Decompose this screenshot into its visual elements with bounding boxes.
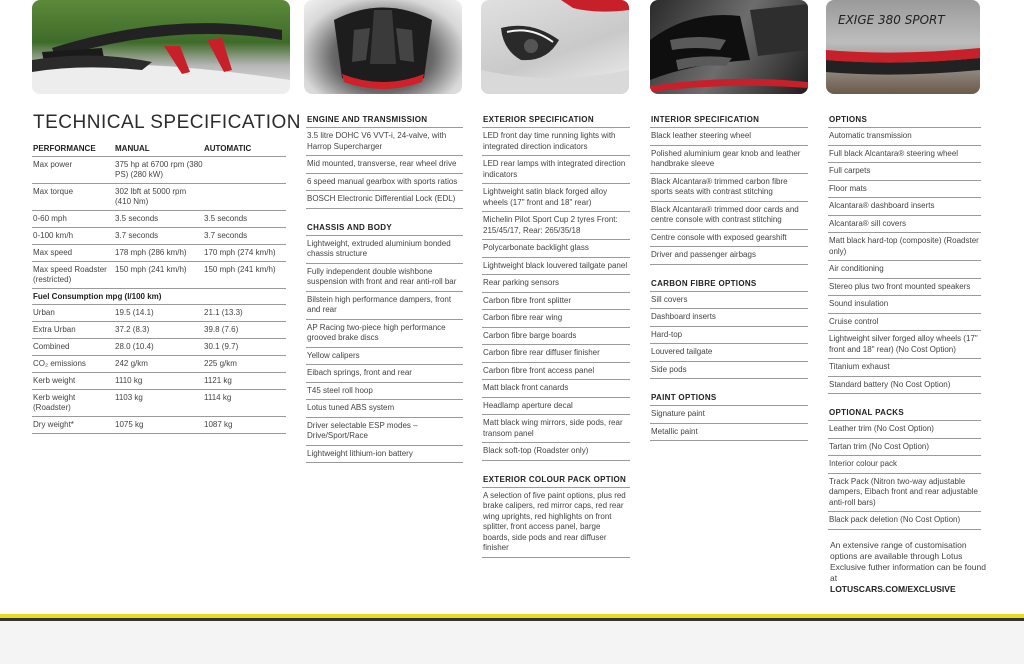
spec-item: Signature paint [650,406,808,424]
spec-item: Lightweight silver forged alloy wheels (17" front and 18" rear) (No Cost Option) [828,331,981,359]
performance-row [32,228,286,245]
spec-item: Carbon fibre rear wing [482,310,630,328]
rear-badge-photo [826,0,980,94]
fuel-row [32,305,286,322]
row-label: 0-100 km/h [33,231,74,240]
spec-item: Mid mounted, transverse, rear wheel drive [306,156,463,174]
section-title-exterior-specification: EXTERIOR SPECIFICATION [482,114,630,128]
performance-header [32,142,286,157]
spec-item: Matt black front canards [482,380,630,398]
spec-item: Fully independent double wishbone suspension with front and rear anti-roll bar [306,264,463,292]
fuel-row [32,356,286,373]
row-manual-value: 37.2 (8.3) [115,325,150,334]
spec-item: Carbon fibre front splitter [482,293,630,311]
exclusive-note [830,540,995,595]
spec-item: Matt black wing mirrors, side pods, rear transom panel [482,415,630,443]
row-label: Max torque [33,187,74,196]
row-label: CO₂ emissions [33,359,86,368]
spec-item: Track Pack (Nitron two-way adjustable dampers, Eibach front and rear adjustable anti-roll bars) [828,474,981,513]
spec-item: Automatic transmission [828,128,981,146]
row-manual-value: 3.7 seconds [115,231,159,240]
row-manual-value: 1103 kg [115,393,143,402]
spec-column-3 [650,114,808,441]
row-automatic-value [204,160,285,180]
section-spacer [650,265,808,278]
spec-item: Lightweight black louvered tailgate panel [482,258,630,276]
section-title-carbon-fibre-options: CARBON FIBRE OPTIONS [650,278,808,292]
row-automatic-value: 1121 kg [204,376,232,385]
spec-item: Black soft-top (Roadster only) [482,443,630,461]
spec-item: Polycarbonate backlight glass [482,240,630,258]
spec-item: Sound insulation [828,296,981,314]
row-label: Urban [33,308,55,317]
spec-item: Carbon fibre barge boards [482,328,630,346]
header-manual: MANUAL [115,144,150,153]
section-title-chassis-and-body: CHASSIS AND BODY [306,222,463,236]
section-title-optional-packs: OPTIONAL PACKS [828,407,981,421]
page-title: TECHNICAL SPECIFICATION [33,112,302,133]
spec-item: Carbon fibre rear diffuser finisher [482,345,630,363]
spec-item: Lightweight satin black forged alloy wheels (17" front and 18" rear) [482,184,630,212]
row-manual-value: 1110 kg [115,376,143,385]
row-label: Max speed Roadster (restricted) [33,265,107,284]
section-spacer [306,209,463,222]
spec-item: Louvered tailgate [650,344,808,362]
spec-item: Bilstein high performance dampers, front and rear [306,292,463,320]
row-label: Max speed [33,248,73,257]
spec-item: Michelin Pilot Sport Cup 2 tyres Front: 215/45/17, Rear: 265/35/18 [482,212,630,240]
spec-item: Leather trim (No Cost Option) [828,421,981,439]
section-spacer [650,379,808,392]
spec-item: Black Alcantara® trimmed door cards and centre console with contrast stitching [650,202,808,230]
spec-item: Driver and passenger airbags [650,247,808,265]
spec-item: Carbon fibre front access panel [482,363,630,381]
spec-item: Tartan trim (No Cost Option) [828,439,981,457]
row-automatic-value [204,187,285,207]
spec-item: Hard-top [650,327,808,345]
row-label: Combined [33,342,70,351]
spec-item: Side pods [650,362,808,380]
section-title-engine-and-transmission: ENGINE AND TRANSMISSION [306,114,463,128]
spec-item: 6 speed manual gearbox with sports ratios [306,174,463,192]
spec-item: Black Alcantara® trimmed carbon fibre sports seats with contrast stitching [650,174,808,202]
section-title-interior-specification: INTERIOR SPECIFICATION [650,114,808,128]
spec-item: Titanium exhaust [828,359,981,377]
supercharger-photo [304,0,462,94]
performance-row [32,211,286,228]
spec-item: Yellow calipers [306,348,463,366]
row-manual-value: 19.5 (14.1) [115,308,154,317]
fuel-row [32,417,286,434]
row-manual-value: 178 mph (286 km/h) [115,248,187,257]
performance-row [32,262,286,289]
spec-item: Full black Alcantara® steering wheel [828,146,981,164]
spec-item: Centre console with exposed gearshift [650,230,808,248]
section-spacer [828,394,981,407]
section-title-options: OPTIONS [828,114,981,128]
spec-item: Dashboard inserts [650,309,808,327]
badge-text: EXIGE 380 SPORT [838,13,945,27]
exclusive-url[interactable]: LOTUSCARS.COM/EXCLUSIVE [830,584,956,594]
spec-item: Floor mats [828,181,981,199]
spec-item: Lightweight lithium-ion battery [306,446,463,464]
row-manual-value: 28.0 (10.4) [115,342,154,351]
row-manual-value: 3.5 seconds [115,214,159,223]
fuel-consumption-title: Fuel Consumption mpg (l/100 km) [32,289,286,305]
row-label: Kerb weight [33,376,76,385]
row-label: Dry weight* [33,420,74,429]
row-label: Kerb weight (Roadster) [33,393,76,412]
fuel-row [32,390,286,417]
row-manual-value: 375 hp at 6700 rpm (380 PS) (280 kW) [115,160,203,179]
header-automatic: AUTOMATIC [204,144,252,153]
spec-item: AP Racing two-piece high performance grooved brake discs [306,320,463,348]
spec-item: Black leather steering wheel [650,128,808,146]
spec-item: Standard battery (No Cost Option) [828,377,981,395]
spec-column-1 [306,114,463,463]
row-manual-value: 1075 kg [115,420,144,429]
spec-item: BOSCH Electronic Differential Lock (EDL) [306,191,463,209]
row-manual-value: 242 g/km [115,359,148,368]
spec-item: Lightweight, extruded aluminium bonded chassis structure [306,236,463,264]
section-spacer [482,461,630,474]
front-canard-photo [650,0,808,94]
section-title-paint-options: PAINT OPTIONS [650,392,808,406]
spec-item: Cruise control [828,314,981,332]
spec-item: 3.5 litre DOHC V6 VVT-i, 24-valve, with Harrop Supercharger [306,128,463,156]
performance-row [32,245,286,262]
row-automatic-value: 21.1 (13.3) [204,308,243,317]
fuel-row [32,339,286,356]
spec-item: Driver selectable ESP modes – Drive/Sport/Race [306,418,463,446]
spec-item: Alcantara® sill covers [828,216,981,234]
spec-item: Polished aluminium gear knob and leather handbrake sleeve [650,146,808,174]
spec-item: Black pack deletion (No Cost Option) [828,512,981,530]
footer-strip [0,621,1024,664]
performance-row [32,184,286,211]
exclusive-note-text: An extensive range of customisation options are available through Lotus Exclusive futher information can be found at [830,540,986,583]
row-manual-value: 150 mph (241 km/h) [115,265,187,274]
spec-item: Matt black hard-top (composite) (Roadster only) [828,233,981,261]
row-automatic-value: 1114 kg [204,393,232,402]
row-automatic-value: 3.5 seconds [204,214,248,223]
row-automatic-value: 170 mph (274 km/h) [204,248,276,257]
spec-item: Rear parking sensors [482,275,630,293]
row-automatic-value: 1087 kg [204,420,233,429]
fuel-row [32,322,286,339]
spec-column-4 [828,114,981,530]
header-performance: PERFORMANCE [33,144,96,153]
headlamp-photo [481,0,629,94]
section-title-exterior-colour-pack-option: EXTERIOR COLOUR PACK OPTION [482,474,630,488]
spec-item: Full carpets [828,163,981,181]
row-automatic-value: 30.1 (9.7) [204,342,239,351]
fuel-row [32,373,286,390]
row-automatic-value: 225 g/km [204,359,237,368]
performance-table [32,142,286,434]
row-manual-value: 302 lbft at 5000 rpm (410 Nm) [115,187,187,206]
row-label: 0-60 mph [33,214,67,223]
spec-item: Alcantara® dashboard inserts [828,198,981,216]
rear-wing-photo [32,0,290,94]
row-label: Max power [33,160,73,169]
row-automatic-value: 3.7 seconds [204,231,248,240]
spec-column-2 [482,114,630,558]
row-label: Extra Urban [33,325,76,334]
spec-item: A selection of five paint options, plus red brake calipers, red mirror caps, red rear wing uprights, red highlights on front splitter, front access panel, barge boards, side pods and rear diffuser finisher [482,488,630,558]
spec-item: Sill covers [650,292,808,310]
performance-row [32,157,286,184]
row-automatic-value: 39.8 (7.6) [204,325,239,334]
spec-item: LED rear lamps with integrated direction indicators [482,156,630,184]
spec-item: Metallic paint [650,424,808,442]
spec-item: Lotus tuned ABS system [306,400,463,418]
spec-item: LED front day time running lights with integrated direction indicators [482,128,630,156]
spec-item: Air conditioning [828,261,981,279]
spec-item: T45 steel roll hoop [306,383,463,401]
spec-item: Eibach springs, front and rear [306,365,463,383]
spec-item: Headlamp aperture decal [482,398,630,416]
row-automatic-value: 150 mph (241 km/h) [204,265,276,274]
spec-item: Interior colour pack [828,456,981,474]
spec-item: Stereo plus two front mounted speakers [828,279,981,297]
